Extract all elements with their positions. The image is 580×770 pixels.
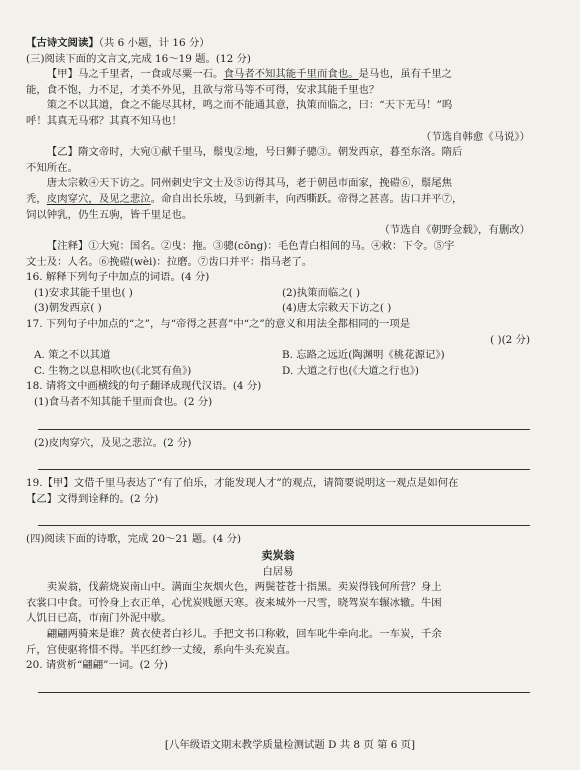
yi-line-5: 饲以钟乳，仍生五驹，皆千里足也。: [26, 208, 193, 221]
q16-item-1[interactable]: (1)安求其能千里也( ): [34, 286, 133, 299]
question-17: [26, 317, 530, 379]
q18-answer-line-1[interactable]: [38, 413, 530, 430]
q18-answer-line-2[interactable]: [38, 453, 530, 470]
jia-line-4: 呼！其真无马邪？其真不知马也！: [26, 115, 182, 128]
yi-underlined-sentence: 皮肉穿穴，及见之悲泣: [46, 193, 151, 206]
q17-option-b[interactable]: B. 忘路之远近(陶渊明《桃花源记》): [282, 349, 445, 362]
poem-line-5: 斤，宫使驱将惜不得。半匹红纱一丈绫，系向牛头充炭直。: [26, 643, 297, 656]
q17-stem: 17. 下列句子中加点的“之”，与“帝得之甚喜”中“之”的意义和用法全都相同的一项是: [26, 317, 411, 330]
q17-option-d[interactable]: D. 大道之行也(《大道之行也》): [282, 364, 419, 377]
section-header: [26, 36, 530, 52]
q16-item-4[interactable]: (4)唐太宗敕天下访之( ): [282, 302, 392, 315]
poem-line-3: 人饥日已高，市南门外泥中歇。: [26, 612, 172, 625]
poem-title: 卖炭翁: [261, 549, 295, 563]
q18-item-1: (1)食马者不知其能千里而食也。(2 分): [34, 396, 213, 409]
q18-stem: 18. 请将文中画横线的句子翻译成现代汉语。(4 分): [26, 380, 262, 393]
section-title: 【古诗文阅读】: [26, 37, 99, 49]
section-note: （共 6 小题，计 16 分）: [98, 37, 210, 49]
q17-option-c[interactable]: C. 生物之以息相吹也(《北冥有鱼》): [34, 364, 192, 377]
passage-yi: [26, 145, 530, 239]
q17-option-a[interactable]: A. 策之不以其道: [34, 349, 111, 362]
q19-line-1: 19.【甲】文借千里马表达了“有了伯乐，才能发现人才”的观点，请简要说明这一观点是如何在: [26, 477, 459, 490]
yi-line-1: 【乙】隋文帝时，大宛①献千里马，鬃曳②地，号曰狮子骢③。朝发西京，暮至东洛。隋后: [46, 146, 463, 159]
q16-stem: 16. 解释下列句子中加点的词语。(4 分): [26, 271, 210, 284]
question-19: [26, 476, 530, 526]
jia-underlined-sentence: 食马者不知其能千里而食也。: [223, 68, 359, 81]
poem-author: 白居易: [262, 565, 294, 578]
yi-line-3: 唐太宗敕④天下访之。同州刺史宇文士及⑤访得其马，老于朝邑市面家，挽磑⑥，鬃尾焦: [46, 177, 453, 190]
annotations: [26, 239, 530, 270]
yi-line-4a: 秃，: [26, 193, 47, 206]
part4-title: (四)阅读下面的诗歌，完成 20～21 题。(4 分): [26, 533, 242, 546]
q19-answer-line[interactable]: [38, 509, 530, 526]
q20-stem: 20. 请赏析“翩翩”一词。(2 分): [26, 659, 168, 672]
part4: [26, 532, 530, 658]
jia-line-1b: 是马也，虽有千里之: [358, 68, 453, 81]
notes-line-2: 文士及：人名。⑥挽磑(wèi)：拉磨。⑦齿口并平：指马老了。: [26, 255, 313, 268]
q16-item-2[interactable]: (2)执策而临之( ): [282, 286, 361, 299]
yi-line-2: 不知所在。: [26, 161, 78, 174]
yi-line-4b: 。命自出长乐坡，马到新丰，向西嘶跃。帝得之甚喜。齿口并平⑦，: [150, 193, 463, 206]
yi-source: （节选自《朝野佥载》，有删改）: [379, 224, 530, 237]
jia-source: （节选自韩愈《马说》）: [420, 130, 530, 143]
notes-line-1: 【注释】①大宛：国名。②曳：拖。③骢(cōng)：毛色青白相间的马。④敕：下令。⑤宇: [46, 239, 455, 252]
poem-line-4: 翩翩两骑来是谁？黄衣使者白衫儿。手把文书口称敕，回车叱牛牵向北。一车炭，千余: [46, 628, 442, 640]
passage-jia: [26, 67, 530, 145]
jia-line-3: 策之不以其道，食之不能尽其材，鸣之而不能通其意，执策而临之，曰：“天下无马！”呜: [46, 99, 453, 112]
page-footer: [八年级语文期末教学质量检测试题 D 共 8 页 第 6 页]: [164, 739, 416, 751]
jia-line-2: 能，食不饱，力不足，才美不外见，且欲与常马等不可得，安求其能千里也？: [26, 83, 380, 96]
q18-item-2: (2)皮肉穿穴，及见之悲泣。(2 分): [34, 436, 192, 449]
q17-answer-paren[interactable]: ( )(2 分): [490, 333, 530, 346]
q16-item-3[interactable]: (3)朝发西京( ): [34, 302, 102, 315]
question-20: [26, 658, 530, 693]
question-16: [26, 270, 530, 317]
part3-title: (三)阅读下面的文言文,完成 16～19 题。(12 分): [26, 52, 251, 65]
poem-line-1: 卖炭翁，伐薪烧炭南山中。满面尘灰烟火色，两鬓苍苍十指黑。卖炭得钱何所营？身上: [46, 581, 442, 594]
q19-line-2: 【乙】文得到诠释的。(2 分): [26, 492, 159, 505]
q20-answer-line[interactable]: [38, 676, 530, 693]
question-18: [26, 379, 530, 470]
poem-line-2: 衣裳口中食。可怜身上衣正单，心忧炭贱愿天寒。夜来城外一尺雪，晓驾炭车辗冰辙。牛困: [26, 596, 442, 609]
jia-line-1a: 【甲】马之千里者，一食或尽粟一石。: [46, 68, 224, 81]
